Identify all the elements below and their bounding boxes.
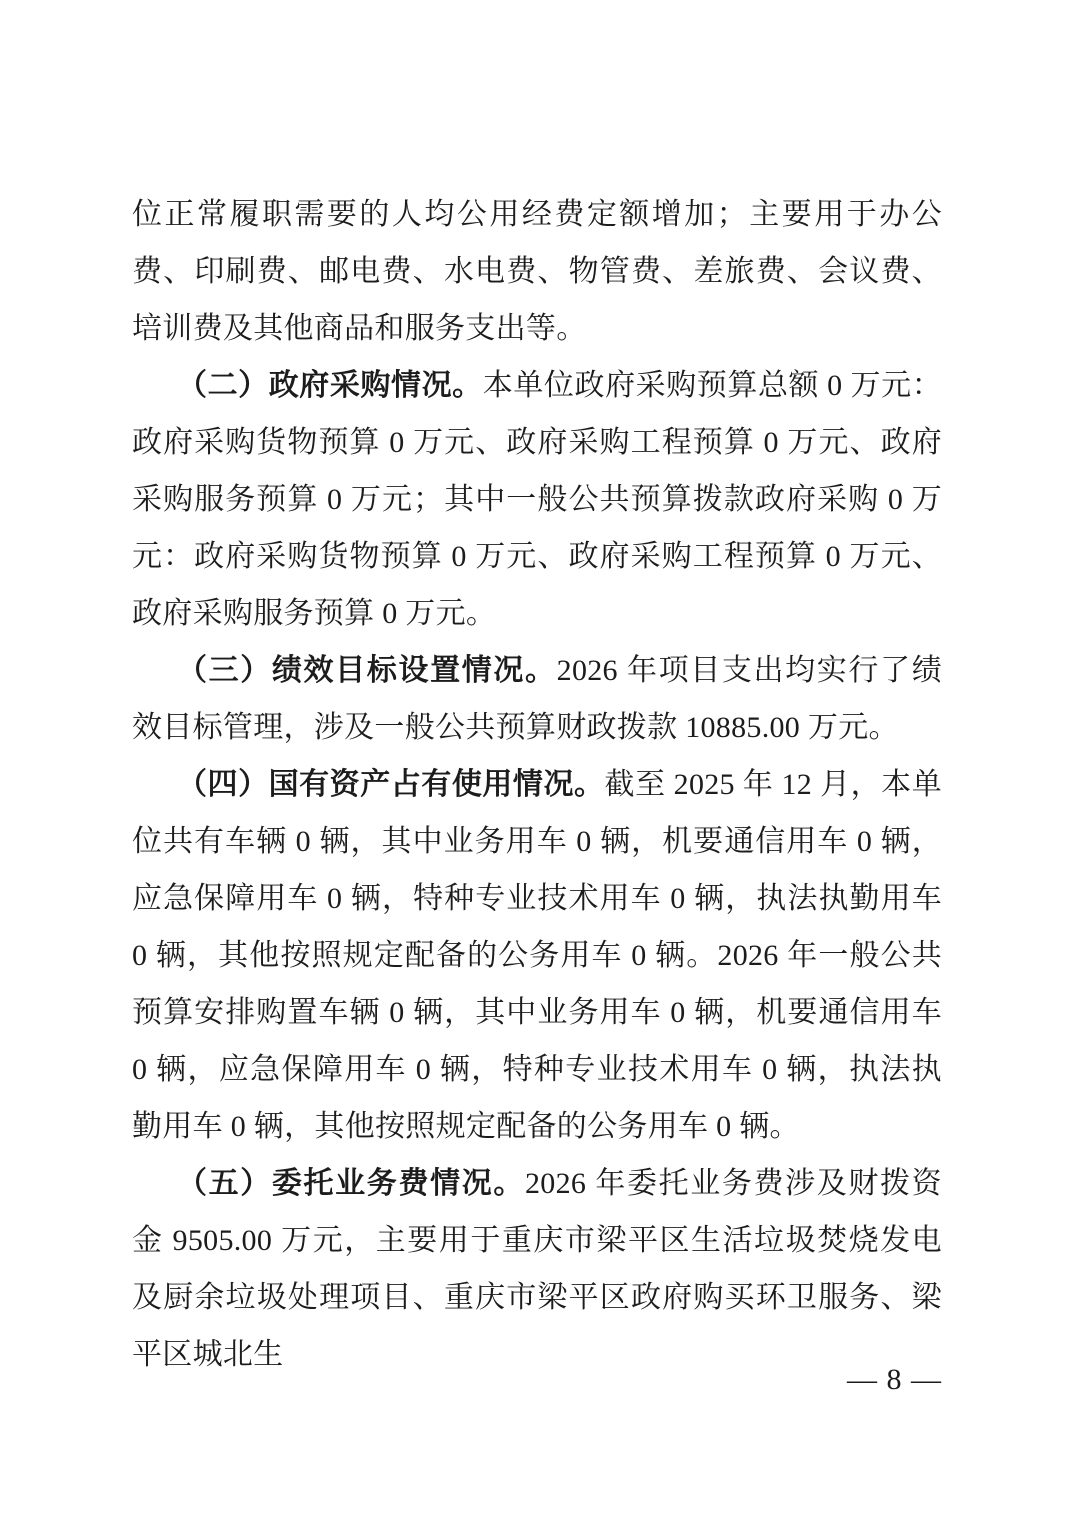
paragraph-text: 2026 年委托业务费涉及财拨资金 9505.00 万元，主要用于重庆市梁平区生活垃圾焚烧发电及厨余垃圾处理项目、重庆市梁平区政府购买环卫服务、梁平区城北生 — [132, 1167, 942, 1371]
paragraph — [132, 186, 942, 357]
paragraph-text: 本单位政府采购预算总额 0 万元：政府采购货物预算 0 万元、政府采购工程预算 0 万元、政府采购服务预算 0 万元；其中一般公共预算拨款政府采购 0 万元：政府采购货物预算 0 万元、政府采购工程预算 0 万元、政府采购服务预算 0 万元。 — [132, 369, 942, 630]
page-footer — [847, 1362, 942, 1398]
paragraph — [132, 1155, 942, 1383]
section-heading: （三）绩效目标设置情况。 — [177, 654, 557, 687]
paragraph-text: 位正常履职需要的人均公用经费定额增加；主要用于办公费、印刷费、邮电费、水电费、物管费、差旅费、会议费、培训费及其他商品和服务支出等。 — [132, 198, 942, 345]
paragraph — [132, 642, 942, 756]
page-number: — 8 — — [847, 1363, 942, 1396]
paragraph-text: 截至 2025 年 12 月，本单位共有车辆 0 辆，其中业务用车 0 辆，机要通信用车 0 辆，应急保障用车 0 辆，特种专业技术用车 0 辆，执法执勤用车 0 辆，其他按照规定配备的公务用车 0 辆。2026 年一般公共预算安排购置车辆 0 辆，其中业务用车 0 辆，机要通信用车 0 辆，应急保障用车 0 辆，特种专业技术用车 0 辆，执法执勤用车 0 辆，其他按照规定配备的公务用车 0 辆。 — [132, 768, 943, 1143]
paragraph — [132, 357, 942, 642]
section-heading: （四）国有资产占有使用情况。 — [177, 768, 605, 801]
section-heading: （二）政府采购情况。 — [177, 369, 483, 402]
paragraph-text: 2026 年项目支出均实行了绩效目标管理，涉及一般公共预算财政拨款 10885.00 万元。 — [132, 654, 942, 744]
paragraph — [132, 756, 942, 1155]
document-body — [132, 186, 942, 1383]
section-heading: （五）委托业务费情况。 — [177, 1167, 525, 1200]
